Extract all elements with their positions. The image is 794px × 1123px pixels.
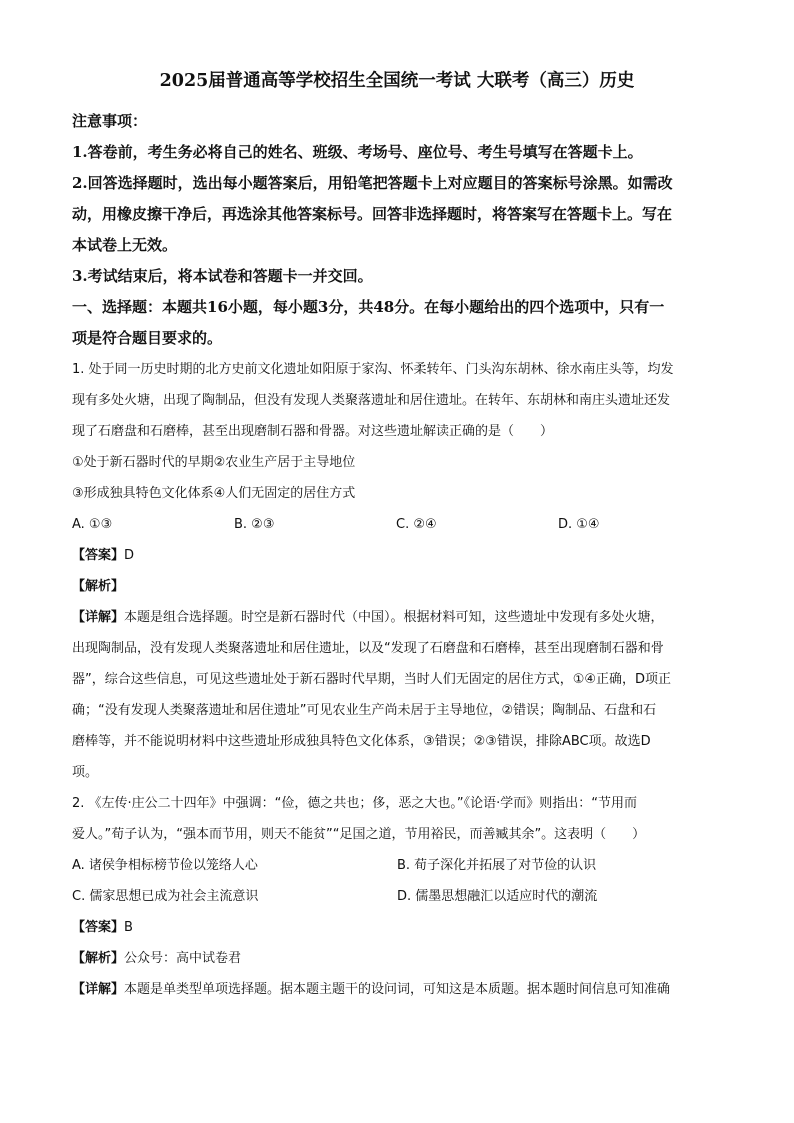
q1-analysis-tag: 【解析】 bbox=[72, 579, 125, 594]
q1-option-c: C. ②④ bbox=[396, 517, 437, 532]
q2-answer-value: B bbox=[124, 920, 133, 935]
q1-stem-line-1: 1. 处于同一历史时期的北方史前文化遗址如阳原于家沟、怀柔转年、门头沟东胡林、徐水南庄头等，均发 bbox=[72, 362, 674, 377]
q1-option-b: B. ②③ bbox=[234, 517, 275, 532]
section-heading-line-1: 一、选择题：本题共16小题，每小题3分，共48分。在每小题给出的四个选项中，只有一 bbox=[72, 298, 665, 316]
q2-stem-line-2: 爱人。”荀子认为，“强本而节用，则天不能贫”“足国之道，节用裕民，而善臧其余”。这表明（ ） bbox=[72, 827, 646, 842]
q1-answer-tag: 【答案】 bbox=[72, 548, 125, 563]
exam-page bbox=[72, 66, 722, 1005]
q2-option-c: C. 儒家思想已成为社会主流意识 bbox=[72, 889, 259, 904]
q2-stem-line-1: 2. 《左传·庄公二十四年》中强调：“俭，德之共也；侈，恶之大也。”《论语·学而》则指出：“节用而 bbox=[72, 796, 638, 811]
q1-option-d: D. ①④ bbox=[558, 517, 600, 532]
q1-option-a: A. ①③ bbox=[72, 517, 113, 532]
q1-detail-line-3: 器”，综合这些信息，可见这些遗址处于新石器时代早期，当时人们无固定的居住方式，①④正确，D项正 bbox=[72, 672, 672, 687]
notes-item-1: 1.答卷前，考生务必将自己的姓名、班级、考场号、座位号、考生号填写在答题卡上。 bbox=[72, 143, 643, 161]
q1-detail-line-6: 项。 bbox=[72, 765, 99, 780]
q1-detail-text-1: 本题是组合选择题。时空是新石器时代（中国）。根据材料可知，这些遗址中发现有多处火塘， bbox=[124, 610, 664, 625]
q2-analysis-tag: 【解析】 bbox=[72, 951, 125, 966]
exam-title: 2025届普通高等学校招生全国统一考试 大联考（高三）历史 bbox=[159, 71, 635, 91]
q2-detail-tag: 【详解】 bbox=[72, 982, 125, 997]
q2-options-row-2 bbox=[72, 881, 722, 912]
q2-analysis-line bbox=[72, 943, 722, 974]
section-heading-line-2: 项是符合题目要求的。 bbox=[72, 329, 223, 347]
q1-analysis-line bbox=[72, 571, 722, 602]
q2-answer-tag: 【答案】 bbox=[72, 920, 125, 935]
q2-options-row-1 bbox=[72, 850, 722, 881]
q1-detail-tag: 【详解】 bbox=[72, 610, 125, 625]
notes-item-3: 3.考试结束后，将本试卷和答题卡一并交回。 bbox=[72, 267, 373, 285]
notes-heading: 注意事项： bbox=[72, 112, 148, 130]
q2-detail-text-1: 本题是单类型单项选择题。据本题主题干的设问词，可知这是本质题。据本题时间信息可知准确 bbox=[124, 982, 671, 997]
q1-detail-line-5: 磨棒等，并不能说明材料中这些遗址形成独具特色文化体系，③错误；②③错误，排除ABC项。故选D bbox=[72, 734, 651, 749]
q2-analysis-note: 公众号：高中试卷君 bbox=[124, 951, 242, 966]
q2-option-d: D. 儒墨思想融汇以适应时代的潮流 bbox=[397, 889, 598, 904]
q1-statement-2: ③形成独具特色文化体系④人们无固定的居住方式 bbox=[72, 486, 356, 501]
q1-answer-line bbox=[72, 540, 722, 571]
notes-item-2-line-2: 动，用橡皮擦干净后，再选涂其他答案标号。回答非选择题时，将答案写在答题卡上。写在 bbox=[72, 205, 673, 223]
q1-options bbox=[72, 509, 722, 540]
q1-stem-line-2: 现有多处火塘，出现了陶制品，但没有发现人类聚落遗址和居住遗址。在转年、东胡林和南庄头遗址还发 bbox=[72, 393, 671, 408]
q2-option-b: B. 荀子深化并拓展了对节俭的认识 bbox=[397, 858, 597, 873]
q1-statement-1: ①处于新石器时代的早期②农业生产居于主导地位 bbox=[72, 455, 356, 470]
q1-detail-line-1 bbox=[72, 602, 722, 633]
q1-answer-value: D bbox=[124, 548, 135, 563]
q1-stem-line-3: 现了石磨盘和石磨棒，甚至出现磨制石器和骨器。对这些遗址解读正确的是（ ） bbox=[72, 424, 554, 439]
q2-option-a: A. 诸侯争相标榜节俭以笼络人心 bbox=[72, 858, 258, 873]
q1-detail-line-4: 确；“没有发现人类聚落遗址和居住遗址”可见农业生产尚未居于主导地位，②错误；陶制品、石盘和石 bbox=[72, 703, 657, 718]
q1-detail-line-2: 出现陶制品，没有发现人类聚落遗址和居住遗址，以及“发现了石磨盘和石磨棒，甚至出现磨制石器和骨 bbox=[72, 641, 664, 656]
q2-detail-line-1 bbox=[72, 974, 722, 1005]
notes-item-2-line-3: 本试卷上无效。 bbox=[72, 236, 178, 254]
q2-answer-line bbox=[72, 912, 722, 943]
notes-item-2-line-1: 2.回答选择题时，选出每小题答案后，用铅笔把答题卡上对应题目的答案标号涂黑。如需改 bbox=[72, 174, 673, 192]
